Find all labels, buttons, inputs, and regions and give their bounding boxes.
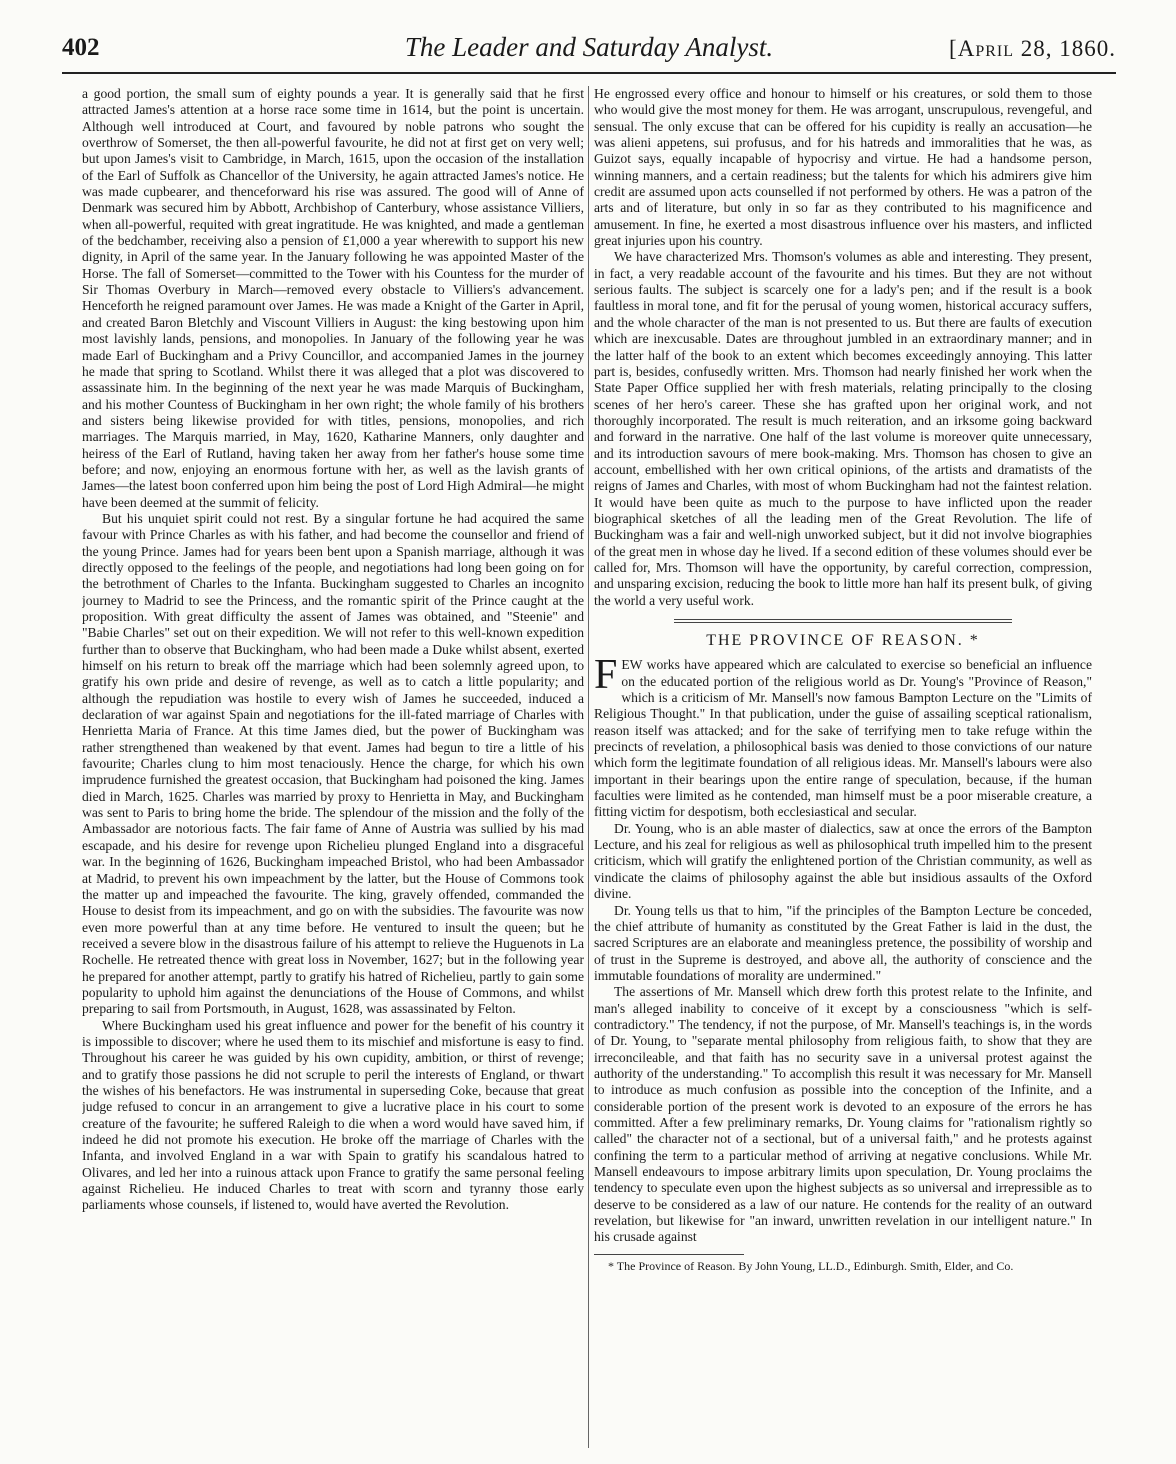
- article-paragraph: We have characterized Mrs. Thomson's volumes as able and interesting. They present, in fact, a very readable account of the favourite and his times. But they are not without serious faults. The subject is scarcely one for a lady's pen; and if the result is a book faultless in moral tone, and fit for the perusal of young women, historical accuracy suffers, and the whole character of the man is not presented to us. But there are faults of execution which are inexcusable. Dates are throughout jumbled in an extraordinary manner; and in the latter half of the book to an extent which becomes exceedingly annoying. This latter part is, besides, confusedly written. Mrs. Thomson had nearly finished her work when the State Paper Office supplied her with fresh materials, relating principally to the closing scenes of her hero's career. These she has grafted upon her original work, and not thoroughly incorporated. The result is much reiteration, and an irksome going backward and forward in the narrative. One half of the last volume is moreover quite unnecessary, and its introduction savours of mere book-making. Mrs. Thomson has chosen to give an account, embellished with her own critical opinions, of the artists and dramatists of the reigns of James and Charles, with most of whom Buckingham had not the faintest relation. It would have been quite as much to the purpose to have inflicted upon the reader biographical sketches of all the leading men of the Great Revolution. The life of Buckingham was a fair and well-nigh unworked subject, but it did not involve biographies of the great men in whose day he lived. If a second edition of these volumes should ever be called for, Mrs. Thomson will have the opportunity, by careful correction, compression, and unsparing excision, reducing the book to little more han half its present bulk, of giving the world a very useful work.: [594, 249, 1092, 608]
- page-header: [62, 30, 1116, 70]
- article-paragraph: Dr. Young, who is an able master of dialectics, saw at once the errors of the Bampton Lecture, and his zeal for religious as well as philosophical truth impelled him to the present criticism, which will gratify the enlightened portion of the Christian community, as well as vindicate the claims of philosophy against the able but insidious assaults of the Oxford divine.: [594, 820, 1092, 902]
- column-divider: [588, 86, 589, 1448]
- footnote: * The Province of Reason. By John Young, LL.D., Edinburgh. Smith, Elder, and Co.: [608, 1258, 1014, 1273]
- section-rule: [674, 619, 1012, 620]
- left-column: [82, 86, 584, 1448]
- article-paragraph: He engrossed every office and honour to himself or his creatures, or sold them to those who would give the most money for them. He was arrogant, unscrupulous, revengeful, and sensual. The only excuse that can be offered for his cupidity is really an accusation—he was alieni appetens, sui profusus, and for his hatreds and immoralities that he was, as Guizot says, equally incapable of hypocrisy and virtue. He had a handsome person, winning manners, and a certain readiness; but the talents for which his admirers give him credit are assumed upon acts counselled if not performed by others. He was a patron of the arts and of literature, but only in so far as they contributed to his magnificence and amusement. In fine, he exerted a most disastrous influence over his masters, and inflicted great injuries upon his country.: [594, 86, 1092, 249]
- article-paragraph: Dr. Young tells us that to him, "if the principles of the Bampton Lecture be conceded, the chief attribute of humanity as constituted by the Great Father is laid in the dust, the sacred Scriptures are an elaborate and meaningless pretence, the possibility of worship and of trust in the Supreme is destroyed, and above all, the authority of conscience and the immutable foundations of morality are undermined.": [594, 902, 1092, 983]
- article-paragraph: a good portion, the small sum of eighty pounds a year. It is generally said that he first attracted James's attention at a horse race some time in 1614, but the point is uncertain. Although well introduced at Court, and favoured by noble patrons who sought the overthrow of Somerset, the then all-powerful favourite, he did not at first get on very well; but upon James's visit to Cambridge, in March, 1615, upon the occasion of the installation of the Earl of Suffolk as Chancellor of the University, he again attracted James's notice. He was made cupbearer, and thenceforward his rise was assured. The good will of Anne of Denmark was secured him by Abbott, Archbishop of Canterbury, whose assistance Villiers, when all-powerful, requited with great ingratitude. He was knighted, and made a gentleman of the bedchamber, receiving also a pension of £1,000 a year wherewith to support his new dignity, in April of the same year. In the January following he was appointed Master of the Horse. The fall of Somerset—committed to the Tower with his Countess for the murder of Sir Thomas Overbury in March—removed every obstacle to Villiers's advancement. Henceforth he reigned paramount over James. He was made a Knight of the Garter in April, and created Baron Bletchly and Viscount Villiers in August: the king bestowing upon him most lavishly lands, pensions, and monopolies. In January of the following year he was made Earl of Buckingham and a Privy Councillor, and accompanied James in the journey he made that spring to Scotland. Whilst there it was alleged that a plot was discovered to assassinate him. In the beginning of the next year he was made Marquis of Buckingham, and his mother Countess of Buckingham in her own right; the whole family of his brothers and sisters being likewise provided for with titles, pensions, monopolies, and rich marriages. The Marquis married, in May, 1620, Katharine Manners, only daughter and heiress of the Earl of Rutland, having taken her away from her father's house some time before; and now, enjoying an enormous fortune with her, as well as the lavish grants of James—the latest boon conferred upon him being the post of Lord High Admiral—he might have been deemed at the summit of felicity.: [82, 86, 584, 510]
- article-paragraph: The assertions of Mr. Mansell which drew forth this protest relate to the Infinite, and man's alleged inability to conceive of it except by a consciousness "which is self-contradictory." The tendency, if not the purpose, of Mr. Mansell's teachings is, in the words of Dr. Young, to "separate mental philosophy from religious faith, to show that they are irreconcileable, and that faith has no security save in a universal protest against the authority of the understanding." To accomplish this result it was necessary for Mr. Mansell to introduce as much confusion as possible into the conception of the Infinite, and a considerable portion of the present work is devoted to an exposure of the errors he has committed. After a few preliminary remarks, Dr. Young claims for "rationalism rightly so called" the character not of a sectional, but of a universal faith," and he protests against confining the term to a particular method of arriving at negative conclusions. While Mr. Mansell endeavours to impose arbitrary limits upon speculation, Dr. Young proclaims the tendency to speculate even upon the highest subjects as so universal and irrepressible as to deserve to be considered as a law of our nature. He contends for the reality of an outward revelation, but likewise for "an inward, unwritten revelation in our intelligent nature." In his crusade against: [594, 984, 1092, 1245]
- section-title: THE PROVINCE OF REASON. *: [706, 632, 980, 649]
- running-title: The Leader and Saturday Analyst.: [404, 32, 774, 62]
- header-rule: [62, 72, 1116, 74]
- article-paragraph: But his unquiet spirit could not rest. By a singular fortune he had acquired the same favour with Prince Charles as with his father, and had become the counsellor and friend of the young Prince. James had for years been bent upon a Spanish marriage, although it was directly opposed to the feelings of the people, and negotiations had long been going on for the betrothment of Charles to the Infanta. Buckingham suggested to Charles an incognito journey to Madrid to see the Princess, and the romantic spirit of the Prince caught at the proposition. With great difficulty the assent of James was obtained, and "Steenie" and "Babie Charles" set out on their expedition. We will not refer to this well-known expedition further than to observe that Buckingham, who had been made a Duke whilst absent, exerted himself on his return to break off the marriage which had been solemnly agreed upon, to gratify his own pride and desire of revenge, as well as to catch a little popularity; and although the repudiation was hostile to every wish of James he succeeded, induced a declaration of war against Spain and negotiations for the ill-fated marriage of Charles with Henrietta Maria of France. At this time James died, but the power of Buckingham was rather strengthened than weakened by that event. James had begun to tire a little of his favourite; Charles clung to him most tenaciously. Hence the charge, for which his own imprudence furnished the greatest occasion, that Buckingham had poisoned the king. James died in March, 1625. Charles was married by proxy to Henrietta in May, and Buckingham was sent to Paris to bring home the bride. The splendour of the mission and the folly of the Ambassador are notorious facts. The fair fame of Anne of Austria was sullied by his mad escapade, and his desire for revenge upon Richelieu plunged England into a disgraceful war. In the beginning of 1626, Buckingham impeached Bristol, who had been Ambassador at Madrid, to prevent his own impeachment by the latter, but the House of Commons took the matter up and impeached the favourite. The king, gravely offended, commanded the House to desist from its impeachment, and go on with the subsidies. The favourite was now even more powerful than at any time before. He ventured to insult the queen; but he received a severe blow in the disastrous failure of his attempt to relieve the Huguenots in La Rochelle. He retreated thence with great loss in November, 1627; but in the following year he prepared for another attempt, partly to gratify his hatred of Richelieu, partly to gain some popularity to uphold him against the denunciations of the House of Commons, and whilst preparing to sail from Portsmouth, in August, 1628, was assassinated by Felton.: [82, 510, 584, 1017]
- right-column: [594, 86, 1092, 1448]
- article-paragraph: Where Buckingham used his great influence and power for the benefit of his country it is impossible to discover; where he used them to its mischief and misfortune is easy to find. Throughout his career he was guided by his own cupidity, ambition, or thirst of revenge; and to gratify those passions he did not scruple to peril the interests of England, or thwart the wishes of his benefactors. He was instrumental in superseding Coke, because that great judge refused to concur in an arrangement to give a lucrative place in his court to some creature of the favourite; he suffered Raleigh to die when a word would have saved him, if indeed he did not promote his execution. He broke off the marriage of Charles with the Infanta, and involved England in a war with Spain to gratify his scandalous hatred to Olivares, and led her into a ruinous attack upon France to gratify the same personal feeling against Richelieu. He induced Charles to treat with scorn and tyranny those early parliaments whose counsels, if listened to, would have averted the Revolution.: [82, 1017, 584, 1213]
- issue-date: [April 28, 1860.: [949, 36, 1116, 61]
- drop-cap: F: [594, 652, 618, 699]
- section-rule: [674, 622, 1012, 623]
- page-number: 402: [62, 34, 100, 61]
- footnote-rule: [594, 1254, 744, 1255]
- section-paragraph-text: EW works have appeared which are calculated to exercise so beneficial an influence on the educated portion of the religious world as Dr. Young's "Province of Reason," which is a criticism of Mr. Mansell's now famous Bampton Lecture on the "Limits of Religious Thought." In that publication, under the guise of assailing sceptical rationalism, reason itself was attacked; and for the sake of terrifying men to take refuge within the precincts of revelation, a philosophical basis was denied to those convictions of our nature which form the legitimate foundation of all religious ideas. Mr. Mansell's labours were also important in their bearings upon the entire range of speculation, because, if the human faculties were limited as he contended, man himself must be a poor miserable creature, a fitting victim for despotism, both ecclesiastical and secular.: [594, 657, 1092, 820]
- section-first-paragraph: [594, 652, 1092, 820]
